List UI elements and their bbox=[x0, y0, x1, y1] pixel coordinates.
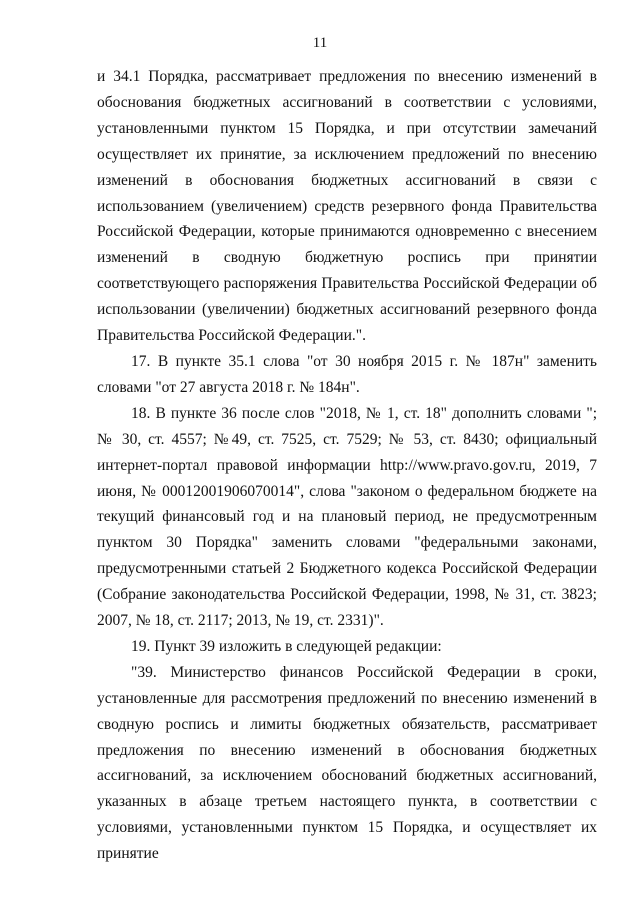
document-body bbox=[97, 64, 597, 867]
paragraph-item-18: 18. В пункте 36 после слов "2018, № 1, ст. 18" дополнить словами "; № 30, ст. 4557; №49, ст. 7525, ст. 7529; № 53, ст. 8430; официальный интернет-портал правовой информации http://www.pravo.gov.ru, 2019, 7 июня, № 00012001906070014", слова "законом о федеральном бюджете на текущий финансовый год и на плановый период, не предусмотренным пунктом 30 Порядка" заменить словами "федеральными законами, предусмотренными статьей 2 Бюджетного кодекса Российской Федерации (Собрание законодательства Российской Федерации, 1998, № 31, ст. 3823; 2007, № 18, ст. 2117; 2013, № 19, ст. 2331)". bbox=[97, 404, 597, 630]
paragraph-item-39-text: "39. Министерство финансов Российской Федерации в сроки, установленные для рассмотрения предложений по внесению изменений в сводную роспись и лимиты бюджетных обязательств, рассматривает предложения по внесению изменений в обоснования бюджетных ассигнований, за исключением обоснований бюджетных ассигнований, указанных в абзаце третьем настоящего пункта, в соответствии с условиями, установленными пунктом 15 Порядка, и осуществляет их принятие bbox=[97, 663, 597, 863]
paragraph-item-19: 19. Пункт 39 изложить в следующей редакции: bbox=[131, 637, 442, 655]
paragraph-item-17: 17. В пункте 35.1 слова "от 30 ноября 2015 г. № 187н" заменить словами "от 27 августа 2018 г. № 184н". bbox=[97, 352, 597, 396]
paragraph-continuation: и 34.1 Порядка, рассматривает предложения по внесению изменений в обоснования бюджетных ассигнований в соответствии с условиями, установленными пунктом 15 Порядка, и при отсутствии замечаний осуществляет их принятие, за исключением предложений по внесению изменений в обоснования бюджетных ассигнований в связи с использованием (увеличением) средств резервного фонда Правительства Российской Федерации, которые принимаются одновременно с внесением изменений в сводную бюджетную роспись при принятии соответствующего распоряжения Правительства Российской Федерации об использовании (увеличении) бюджетных ассигнований резервного фонда Правительства Российской Федерации.". bbox=[97, 68, 597, 345]
page-number: 11 bbox=[312, 35, 328, 51]
